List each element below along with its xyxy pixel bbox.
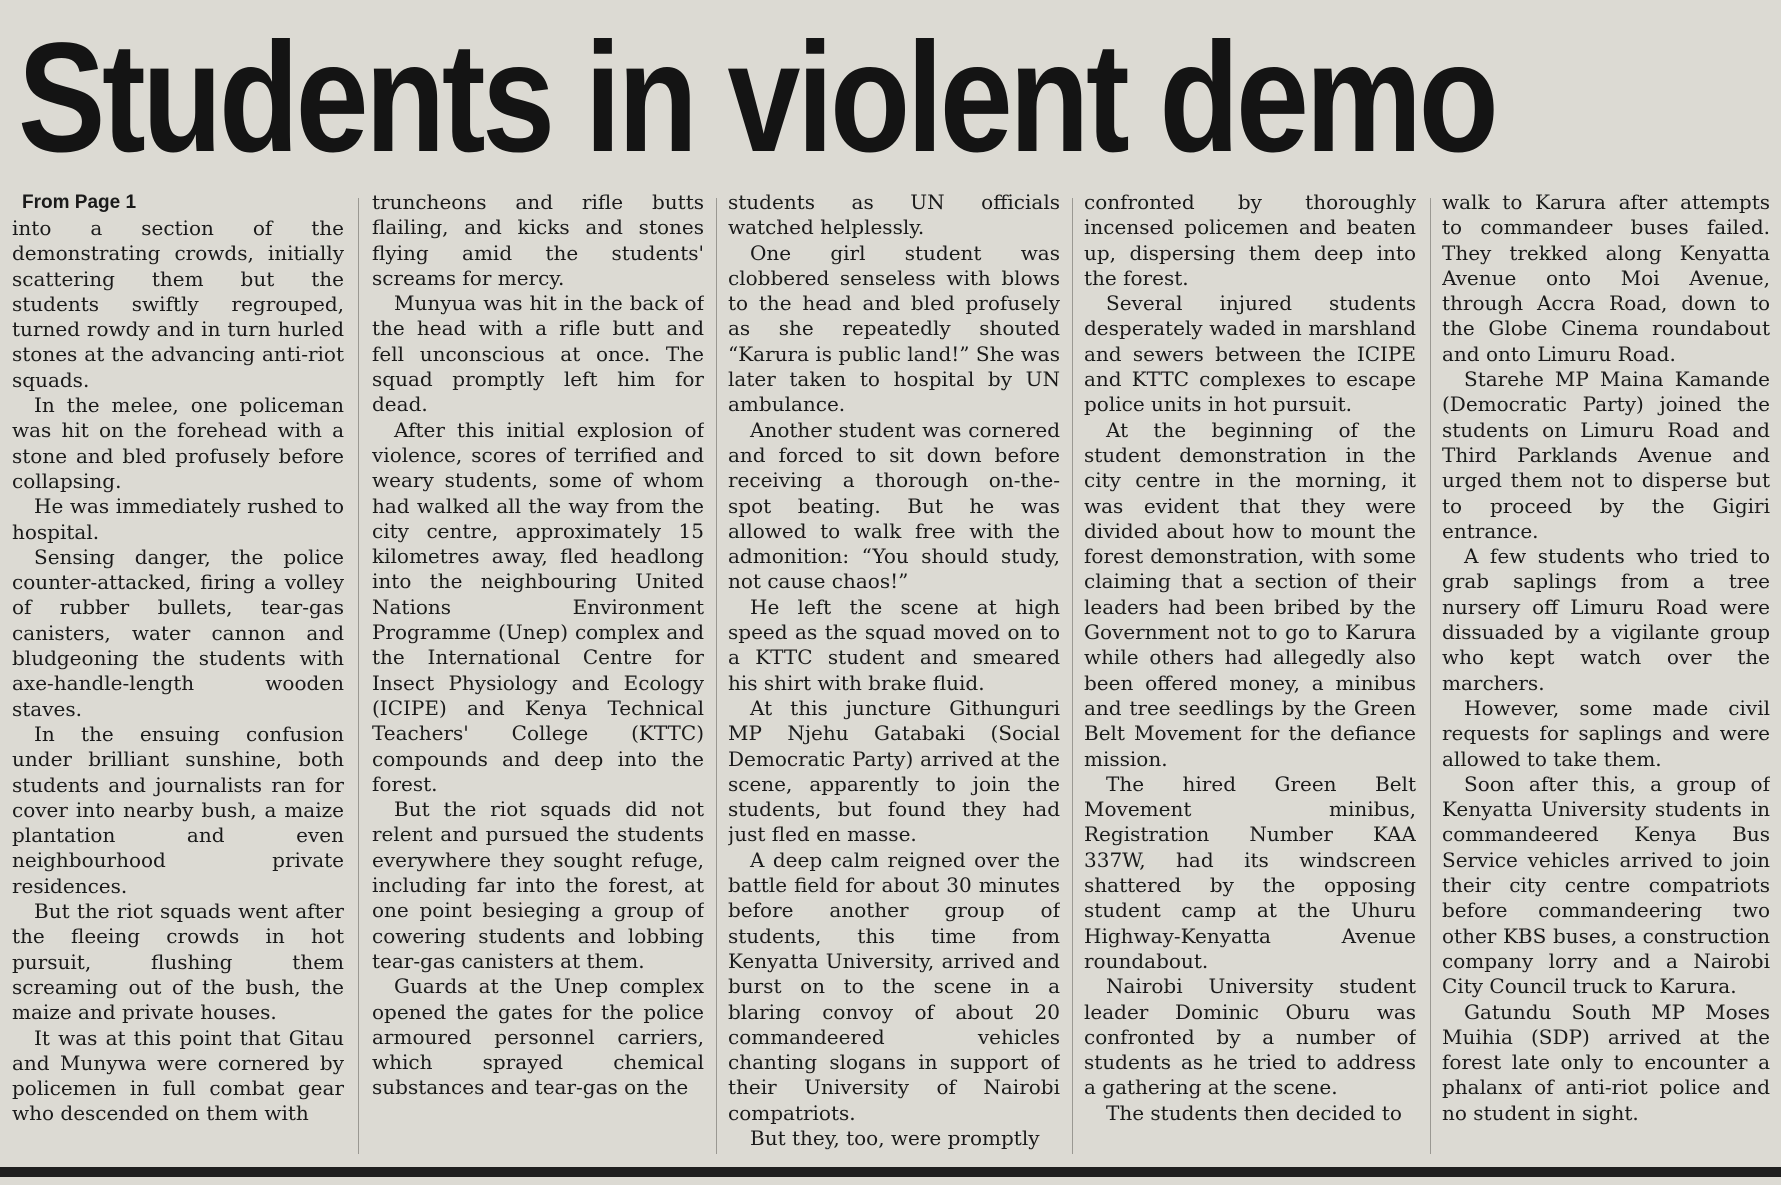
article-paragraph: He was immediately rushed to hospital.	[12, 494, 344, 544]
article-paragraph: A deep calm reigned over the battle field for about 30 minutes before another group of students, this time from Kenyatta University, arrived and burst on to the scene in a blaring convoy of about 20 commandeered vehicles chanting slogans in support of their University of Nairobi compatriots.	[728, 847, 1060, 1125]
article-column-1	[12, 190, 344, 1158]
column-separator	[1430, 198, 1431, 1154]
article-column-2	[372, 190, 704, 1158]
article-column-3	[728, 190, 1060, 1158]
article-paragraph: The hired Green Belt Movement minibus, Registration Number KAA 337W, had its windscreen shattered by the opposing student camp at the Uhuru Highway-Kenyatta Avenue roundabout.	[1084, 771, 1416, 973]
bottom-rule	[0, 1167, 1781, 1177]
article-paragraph: But they, too, were promptly	[750, 1125, 1040, 1150]
article-column-5	[1442, 190, 1770, 1158]
column-separator	[358, 198, 359, 1154]
article-paragraph: However, some made civil requests for saplings and were allowed to take them.	[1442, 695, 1770, 771]
article-paragraph: walk to Karura after attempts to commandeer buses failed. They trekked along Kenyatta Avenue onto Moi Avenue, through Accra Road, down to the Globe Cinema roundabout and onto Limuru Road.	[1442, 190, 1770, 366]
article-paragraph: After this initial explosion of violence, scores of terrified and weary students, some of whom had walked all the way from the city centre, approximately 15 kilometres away, fled headlong into the neighbouring United Nations Environment Programme (Unep) complex and the International Centre for Insect Physiology and Ecology (ICIPE) and Kenya Technical Teachers' College (KTTC) compounds and deep into the forest.	[372, 417, 704, 796]
article-paragraph: Sensing danger, the police counter-attacked, firing a volley of rubber bullets, tear-gas canisters, water cannon and bludgeoning the students with axe-handle-length wooden staves.	[12, 544, 344, 721]
column-separator	[1072, 198, 1073, 1154]
article-paragraph: But the riot squads did not relent and pursued the students everywhere they sought refuge, including far into the forest, at one point besieging a group of cowering students and lobbing tear-gas canisters at them.	[372, 797, 704, 973]
article-paragraph: In the ensuing confusion under brilliant sunshine, both students and journalists ran for cover into nearby bush, a maize plantation and even neighbourhood private residences.	[12, 721, 344, 898]
article-paragraph: students as UN officials watched helplessly.	[728, 190, 1060, 240]
headline: Students in violent demo	[18, 11, 1496, 185]
article-paragraph: But the riot squads went after the fleeing crowds in hot pursuit, flushing them screaming out of the bush, the maize and private houses.	[12, 899, 344, 1025]
article-paragraph: A few students who tried to grab saplings from a tree nursery off Limuru Road were dissuaded by a vigilante group who kept watch over the marchers.	[1442, 544, 1770, 695]
article-paragraph: The students then decided to	[1106, 1100, 1402, 1125]
article-paragraph: At this juncture Githunguri MP Njehu Gatabaki (Social Democratic Party) arrived at the scene, apparently to join the students, but found they had just fled en masse.	[728, 695, 1060, 847]
article-paragraph: Soon after this, a group of Kenyatta University students in commandeered Kenya Bus Service vehicles arrived to join their city centre compatriots before commandeering two other KBS buses, a construction company lorry and a Nairobi City Council truck to Karura.	[1442, 771, 1770, 999]
article-paragraph: At the beginning of the student demonstration in the city centre in the morning, it was evident that they were divided about how to mount the forest demonstration, with some claiming that a section of their leaders had been bribed by the Government not to go to Karura while others had allegedly also been offered money, a minibus and tree seedlings by the Green Belt Movement for the defiance mission.	[1084, 417, 1416, 771]
column-separator	[716, 198, 717, 1154]
article-paragraph: Another student was cornered and forced to sit down before receiving a thorough on-the-spot beating. But he was allowed to walk free with the admonition: “You should study, not cause chaos!”	[728, 417, 1060, 594]
article-paragraph: Munyua was hit in the back of the head with a rifle butt and fell unconscious at once. The squad promptly left him for dead.	[372, 291, 704, 417]
from-page-label: From Page 1	[22, 192, 137, 213]
article-paragraph: Guards at the Unep complex opened the gates for the police armoured personnel carriers, which sprayed chemical substances and tear-gas on the	[372, 974, 704, 1100]
article-paragraph: confronted by thoroughly incensed policemen and beaten up, dispersing them deep into the forest.	[1084, 190, 1416, 290]
article-paragraph: Nairobi University student leader Dominic Oburu was confronted by a number of students as he tried to address a gathering at the scene.	[1084, 974, 1416, 1100]
article-paragraph: Gatundu South MP Moses Muihia (SDP) arrived at the forest late only to encounter a phalanx of anti-riot police and no student in sight.	[1442, 999, 1770, 1125]
article-paragraph: It was at this point that Gitau and Munywa were cornered by policemen in full combat gear who descended on them with	[12, 1025, 344, 1126]
article-paragraph: He left the scene at high speed as the squad moved on to a KTTC student and smeared his shirt with brake fluid.	[728, 594, 1060, 695]
article-paragraph: Starehe MP Maina Kamande (Democratic Party) joined the students on Limuru Road and Third Parklands Avenue and urged them not to disperse but to proceed by the Gigiri entrance.	[1442, 367, 1770, 543]
article-column-4	[1084, 190, 1416, 1158]
article-body	[12, 190, 1770, 1160]
article-paragraph: In the melee, one policeman was hit on the forehead with a stone and bled profusely before collapsing.	[12, 393, 344, 493]
article-paragraph: One girl student was clobbered senseless with blows to the head and bled profusely as she repeatedly shouted “Karura is public land!” She was later taken to hospital by UN ambulance.	[728, 240, 1060, 417]
article-paragraph: Several injured students desperately waded in marshland and sewers between the ICIPE and KTTC complexes to escape police units in hot pursuit.	[1084, 291, 1416, 417]
article-paragraph: truncheons and rifle butts flailing, and kicks and stones flying amid the students' screams for mercy.	[372, 190, 704, 290]
article-paragraph: into a section of the demonstrating crowds, initially scattering them but the students swiftly regrouped, turned rowdy and in turn hurled stones at the advancing anti-riot squads.	[12, 216, 344, 392]
